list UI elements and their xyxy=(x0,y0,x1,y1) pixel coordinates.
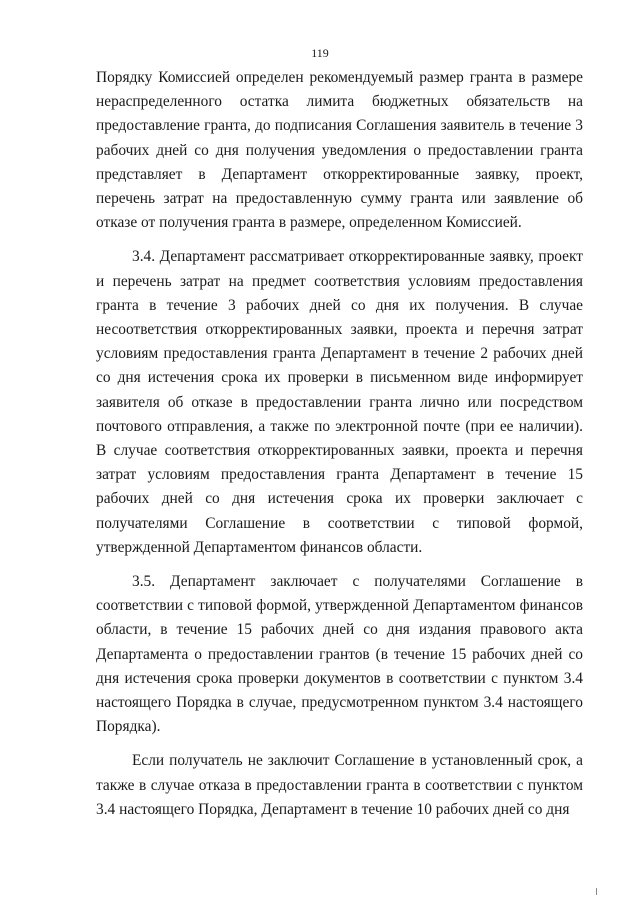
paragraph-3-4: 3.4. Департамент рассматривает откорректированные заявку, проект и перечень затрат на предмет соответствия условиям предоставления гранта в течение 3 рабочих дней со дня их получения. В случае несоответствия откорректированных заявки, проекта и перечня затрат условиям предоставления гранта Департамент в течение 2 рабочих дней со дня истечения срока их проверки в письменном виде информирует заявителя об отказе в предоставлении гранта лично или посредством почтового отправления, а также по электронной почте (при ее наличии). В случае соответствия откорректированных заявки, проекта и перечня затрат условиям предоставления гранта Департамент в течение 15 рабочих дней со дня истечения срока их проверки заключает с получателями Соглашение в соответствии с типовой формой, утвержденной Департаментом финансов области. xyxy=(96,248,583,556)
page-number: 119 xyxy=(311,46,329,60)
document-body xyxy=(96,66,583,832)
scan-margin-mark xyxy=(596,888,597,895)
paragraph-3-5: 3.5. Департамент заключает с получателями Соглашение в соответствии с типовой формой, утвержденной Департаментом финансов области, в течение 15 рабочих дней со дня издания правового акта Департамента о предоставлении грантов (в течение 15 рабочих дней со дня истечения срока проверки документов в соответствии с пунктом 3.4 настоящего Порядка в случае, предусмотренном пунктом 3.4 настоящего Порядка). xyxy=(96,573,583,736)
paragraph-continuation: Порядку Комиссией определен рекомендуемый размер гранта в размере нераспределенного остатка лимита бюджетных обязательств на предоставление гранта, до подписания Соглашения заявитель в течение 3 рабочих дней со дня получения уведомления о предоставлении гранта представляет в Департамент откорректированные заявку, проект, перечень затрат на предоставленную сумму гранта или заявление об отказе от получения гранта в размере, определенном Комиссией. xyxy=(96,69,583,232)
paragraph-refusal: Если получатель не заключит Соглашение в установленный срок, а также в случае отказа в предоставлении гранта в соответствии с пунктом 3.4 настоящего Порядка, Департамент в течение 10 рабочих дней со дня xyxy=(96,752,583,818)
